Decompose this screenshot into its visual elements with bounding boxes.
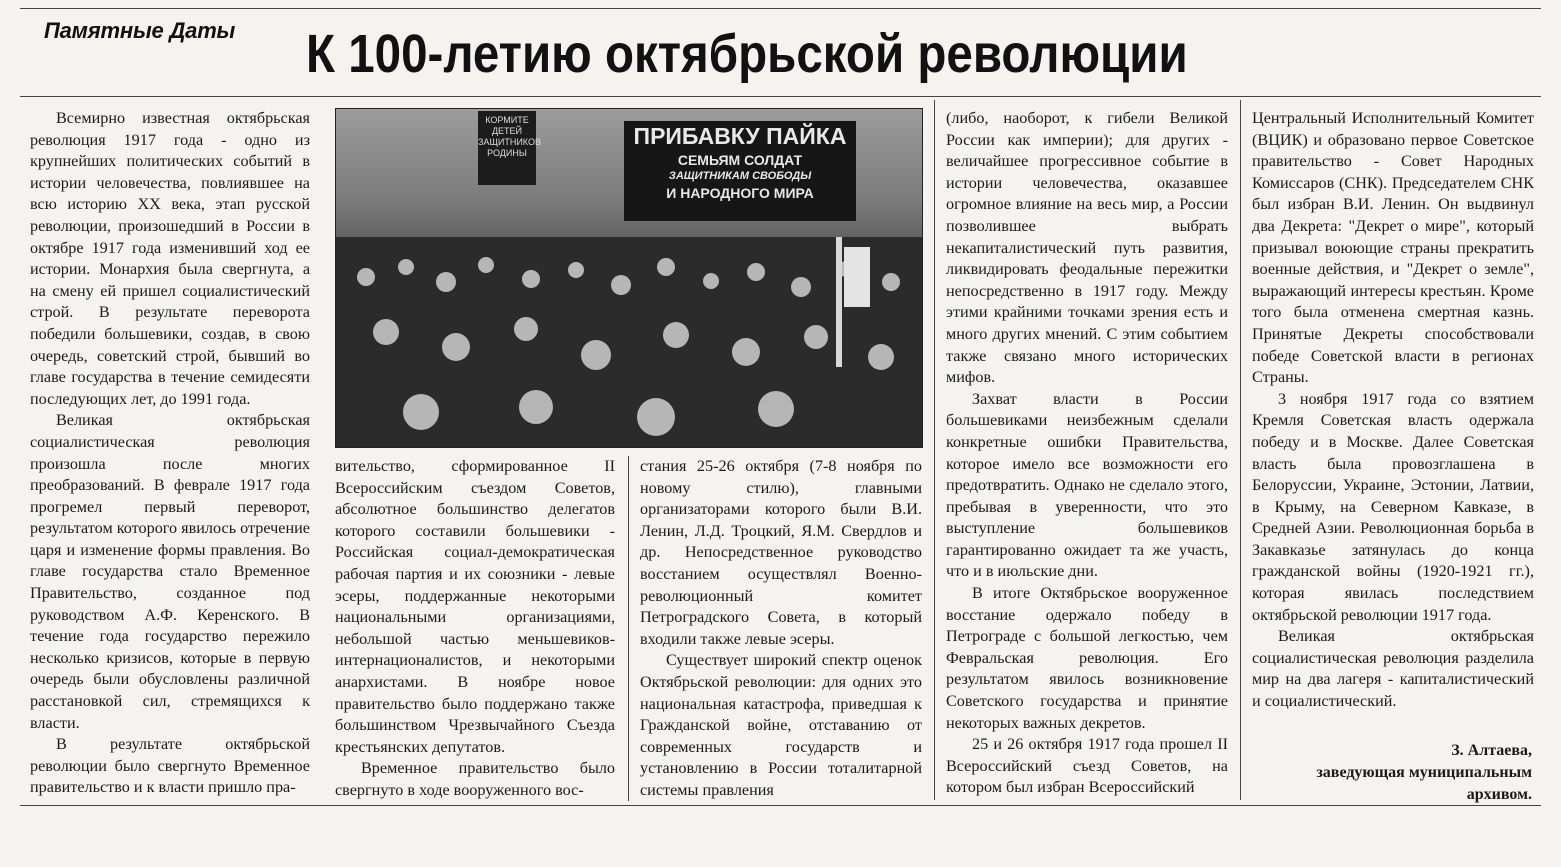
paragraph: Существует широкий спектр оценок Октябрьской революции: для одних это национальная катастрофа, приведшая к Гражданской войне, отставанию от современных государств и установлению в России тоталитарной системы правления xyxy=(640,651,922,799)
crowd-illustration xyxy=(336,237,922,447)
paragraph: Временное правительство было свергнуто в ходе вооруженного вос- xyxy=(335,759,615,799)
article-column-4 xyxy=(946,108,1228,799)
historical-photo xyxy=(335,108,923,448)
banner-line-2: СЕМЬЯМ СОЛДАТ xyxy=(677,152,803,168)
paragraph: 3 ноября 1917 года со взятием Кремля Советская власть одержала победу и в Москве. Далее Советская власть была провозглашена в Белоруссии, Украине, Эстонии, Латвии, в Крыму, на Северном Кавказе, в Средней Азии. Революционная борьба в Закавказье затянулась до конца гражданской войны (1920-1921 гг.), которая явилась последствием октябрьской революции 1917 года. xyxy=(1252,389,1534,624)
banner-line-3: ЗАЩИТНИКАМ СВОБОДЫ xyxy=(668,170,812,182)
paragraph: вительство, сформированное II Всероссийским съездом Советов, абсолютное большинство делегатов которого составили большевики - Российская социал-демократическая рабочая партия и их союзники - левые эсеры, поддержанные некоторыми национальными организациями, небольшой частью меньшевиков-интернационалистов, и некоторыми анархистами. В ноябре новое правительство было поддержано также большинством Чрезвычайного Съезда крестьянских депутатов. xyxy=(335,457,615,756)
banner-line-4: И НАРОДНОГО МИРА xyxy=(666,185,814,201)
article-column-5 xyxy=(1252,108,1534,713)
small-banner: КОРМИТЕ ДЕТЕЙ ЗАЩИТНИКОВ РОДИНЫ xyxy=(478,111,536,185)
author-name: З. Алтаева, xyxy=(1451,742,1532,759)
paragraph: Великая октябрьская социалистическая революция произошла после многих преобразований. В феврале 1917 года прогремел первый переворот, результатом которого явилось отречение царя и изменение формы правления. Во главе государства стало Временное Правительство, созданное под руководством А.Ф. Керенского. В течение года государство пережило несколько кризисов, которые в первую очередь были обусловлены различной расстановкой сил, стремящихся к власти. xyxy=(30,411,310,732)
headline: К 100-летию октябрьской революции xyxy=(306,24,1188,84)
column-divider xyxy=(628,456,629,801)
paragraph: (либо, наоборот, к гибели Великой России как империи); для других - величайшее прогрессивное событие в истории человечества, оказавшее огромное влияние на весь мир, а России позволившее выбрать некапиталистический путь развития, ликвидировать феодальные пережитки непосредственно в 1917 году. Между этими крайними точками зрения есть и много других мнений. С этим событием также связано много исторических мифов. xyxy=(946,109,1228,387)
paragraph: Центральный Исполнительный Комитет (ВЦИК) и образовано первое Советское правительство - Совет Народных Комиссаров (СНК). Председателем СНК был избран В.И. Ленин. Он выдвинул два Декрета: "Декрет о мире", который призывал воюющие страны прекратить военные действия, и "Декрет о земле", выражающий интересы крестьян. Кроме того была отменена смертная казнь. Принятые Декреты способствовали победе Советской власти в регионах Страны. xyxy=(1252,109,1534,387)
banner-main-text: ПРИБАВКУ ПАЙКА xyxy=(633,123,847,149)
main-banner xyxy=(624,121,856,221)
paragraph: 25 и 26 октября 1917 года прошел II Всероссийский съезд Советов, на котором был избран Всероссийский xyxy=(946,735,1228,797)
column-divider xyxy=(934,100,935,800)
paragraph: Захват власти в России большевиками неизбежным сделали конкретные ошибки Правительства, которое имело все возможности его предотвратить. Однако не сделало этого, пребывая в уверенности, что это выступление большевиков гарантированно ожидает та же участь, что и в июльские дни. xyxy=(946,389,1228,581)
section-label: Памятные Даты xyxy=(44,18,236,43)
author-title-line-1: заведующая муниципальным xyxy=(1316,764,1532,781)
article-column-3 xyxy=(640,456,922,802)
paragraph: Великая октябрьская социалистическая революция разделила мир на два лагеря - капиталистический и социалистический. xyxy=(1252,627,1534,711)
paragraph: В итоге Октябрьское вооруженное восстание одержало победу в Петрограде с большой легкостью, чем Февральская революция. Его результатом явилось возникновение Советского государства и принятие некоторых важных декретов. xyxy=(946,584,1228,732)
top-rule xyxy=(20,8,1541,9)
author-title-line-2: архивом. xyxy=(1466,786,1532,803)
article-column-1 xyxy=(30,108,310,799)
column-divider xyxy=(1240,100,1241,800)
article-column-2 xyxy=(335,456,615,802)
paragraph: В результате октябрьской революции было свергнуто Временное правительство и к власти пришло пра- xyxy=(30,735,310,797)
paragraph: стания 25-26 октября (7-8 ноября по новому стилю), главными организаторами которого были В.И. Ленин, Л.Д. Троцкий, Я.М. Свердлов и др. Непосредственное руководство восстанием осуществлял Военно-революционный комитет Петроградского Совета, в который входили также левые эсеры. xyxy=(640,457,922,648)
paragraph: Всемирно известная октябрьская революция 1917 года - одно из крупнейших политических событий в истории человечества, повлиявшее на всю историю ХХ века, этап русской революции, произошедший в России в октябре 1917 года изменивший ход ее истории. Монархия была свергнута, а на смену ей пришел социалистический строй. В результате переворота победили большевики, создав, в свою очередь, советский строй, бывший во главе государства в течение семидесяти последующих лет, до 1991 года. xyxy=(30,109,310,408)
headline-rule xyxy=(20,96,1541,97)
author-signature xyxy=(1300,740,1532,806)
